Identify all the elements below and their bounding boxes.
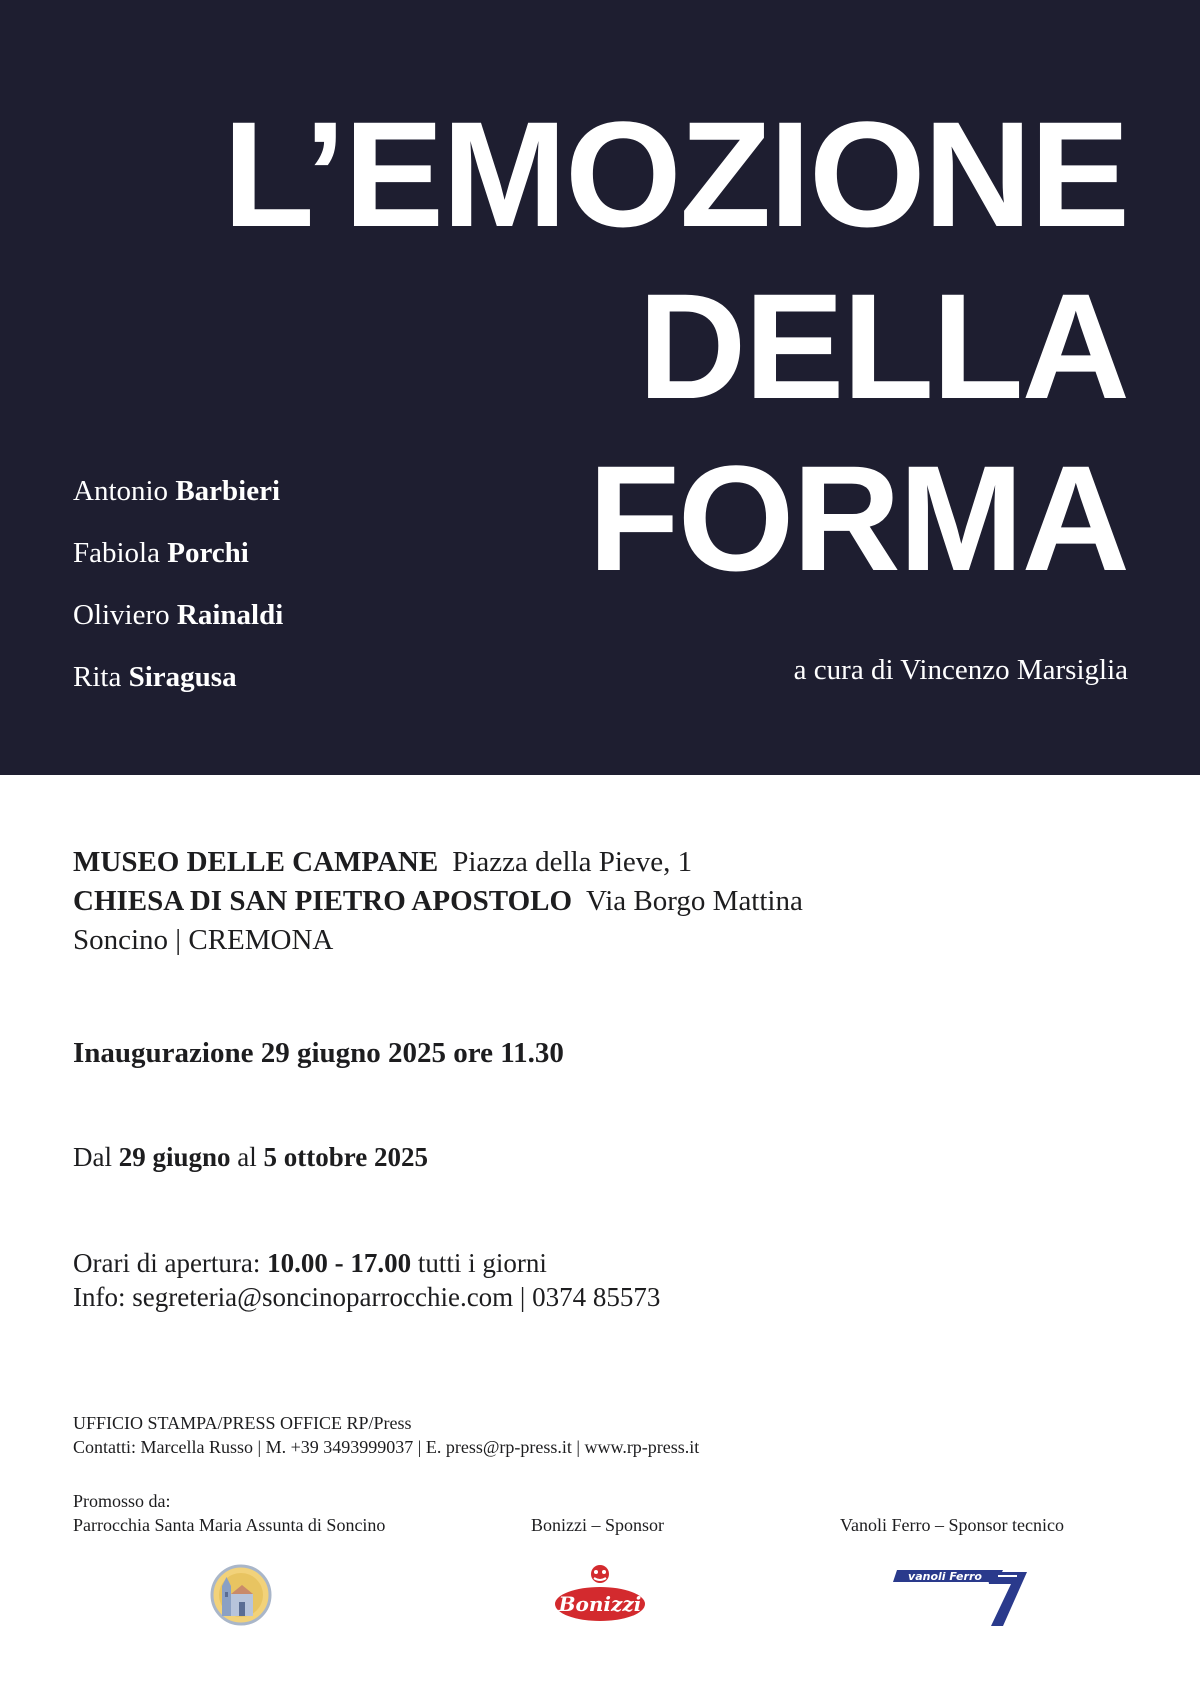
venue-row bbox=[73, 843, 803, 882]
artist-item bbox=[73, 460, 283, 522]
artist-first-name: Oliviero bbox=[73, 599, 170, 631]
info-contact: Info: segreteria@soncinoparrocchie.com | 0374 85573 bbox=[73, 1282, 661, 1312]
vanoli-ferro-logo bbox=[893, 1568, 1031, 1628]
artist-last-name: Barbieri bbox=[175, 475, 281, 507]
exhibition-dates bbox=[73, 1142, 428, 1173]
venue-row bbox=[73, 882, 803, 921]
exhibition-title bbox=[223, 88, 1128, 604]
artist-item bbox=[73, 522, 283, 584]
bonizzi-logo bbox=[550, 1560, 650, 1630]
artist-first-name: Fabiola bbox=[73, 537, 160, 569]
artist-last-name: Siragusa bbox=[128, 661, 237, 693]
dates-end: 5 ottobre 2025 bbox=[263, 1142, 429, 1172]
artist-first-name: Antonio bbox=[73, 475, 169, 507]
artist-item bbox=[73, 584, 283, 646]
artist-first-name: Rita bbox=[73, 661, 122, 693]
sponsor-name-vanoli: Vanoli Ferro – Sponsor tecnico bbox=[840, 1515, 1064, 1535]
dates-prefix: Dal bbox=[73, 1142, 112, 1172]
venue-city: Soncino | CREMONA bbox=[73, 924, 334, 956]
artist-last-name: Rainaldi bbox=[176, 599, 284, 631]
title-line-2: DELLA bbox=[638, 262, 1128, 430]
dates-start: 29 giugno bbox=[118, 1142, 231, 1172]
venue-block bbox=[73, 843, 803, 960]
venue-name: MUSEO DELLE CAMPANE bbox=[73, 846, 439, 878]
artist-list bbox=[73, 460, 283, 708]
dates-middle: al bbox=[237, 1142, 257, 1172]
parish-church-logo bbox=[210, 1564, 272, 1626]
venue-address: Via Borgo Mattina bbox=[586, 885, 803, 917]
hours-suffix: tutti i giorni bbox=[417, 1248, 547, 1278]
press-office-title: UFFICIO STAMPA/PRESS OFFICE RP/Press bbox=[73, 1413, 412, 1433]
opening-hours bbox=[73, 1246, 660, 1280]
sponsor-name-bonizzi: Bonizzi – Sponsor bbox=[531, 1515, 664, 1535]
vanoli-logo-text: vanoli Ferro bbox=[908, 1570, 982, 1583]
opening-date: Inaugurazione 29 giugno 2025 ore 11.30 bbox=[73, 1037, 564, 1069]
press-office bbox=[73, 1411, 699, 1459]
hours-times: 10.00 - 17.00 bbox=[267, 1248, 412, 1278]
hours-label: Orari di apertura: bbox=[73, 1248, 261, 1278]
visitor-info bbox=[73, 1246, 660, 1314]
header-banner bbox=[0, 0, 1200, 775]
promoted-by-label: Promosso da: bbox=[73, 1491, 171, 1511]
venue-address: Piazza della Pieve, 1 bbox=[452, 846, 693, 878]
press-contacts: Contatti: Marcella Russo | M. +39 3493999037 | E. press@rp-press.it | www.rp-press.it bbox=[73, 1437, 700, 1457]
artist-last-name: Porchi bbox=[167, 537, 249, 569]
artist-item bbox=[73, 646, 283, 708]
bonizzi-logo-text: Bonizzi bbox=[558, 1592, 642, 1616]
title-line-3: FORMA bbox=[588, 434, 1128, 602]
venue-name: CHIESA DI SAN PIETRO APOSTOLO bbox=[73, 885, 573, 917]
title-line-1: L’EMOZIONE bbox=[222, 90, 1128, 258]
curator-credit: a cura di Vincenzo Marsiglia bbox=[793, 654, 1128, 686]
sponsor-name-parish: Parrocchia Santa Maria Assunta di Soncino bbox=[73, 1515, 386, 1535]
